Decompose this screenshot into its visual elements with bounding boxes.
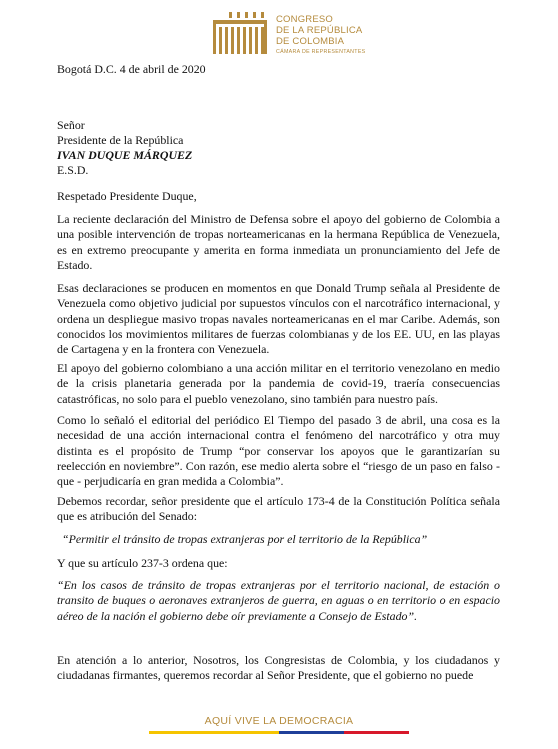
- article-intro: Y que su artículo 237-3 ordena que:: [57, 556, 228, 570]
- recipient-location: E.S.D.: [57, 163, 89, 177]
- flag-color-bar: [149, 731, 409, 734]
- body-paragraph-5: Debemos recordar, señor presidente que el artículo 173-4 de la Constitución Política señala que es atribución del Senado:: [57, 494, 500, 524]
- footer-slogan: AQUÍ VIVE LA DEMOCRACIA: [204, 715, 354, 727]
- letter-date: Bogotá D.C. 4 de abril de 2020: [57, 62, 206, 76]
- body-paragraph-4: Como lo señaló el editorial del periódico El Tiempo del pasado 3 de abril, una cosa es la necesidad de una acción internacional contra el fenómeno del narcotráfico y otra muy distinta es el propósito de Trump “por conservar los apoyos que le garantizarían su reelección en noviembre”. Con razón, ese medio alerta sobre el “riesgo de un paso en falso -que - perjudicaría en gran medida a Colombia”.: [57, 413, 500, 489]
- constitution-quote-1: “Permitir el tránsito de tropas extranjeras por el territorio de la República”: [62, 532, 428, 546]
- greeting: Respetado Presidente Duque,: [57, 189, 197, 203]
- recipient-salutation: Señor: [57, 118, 85, 132]
- flag-blue-stripe: [279, 731, 344, 734]
- recipient-name: IVAN DUQUE MÁRQUEZ: [57, 148, 193, 162]
- body-paragraph-3: El apoyo del gobierno colombiano a una acción militar en el territorio venezolano en medio de la crisis planetaria generada por la pandemia de covid-19, traería consecuencias catastróficas, no solo para el pueblo venezolano, sino también para nuestro país.: [57, 361, 500, 406]
- flag-red-stripe: [344, 731, 409, 734]
- letterhead-line-4: CÁMARA DE REPRESENTANTES: [276, 49, 366, 55]
- recipient-title: Presidente de la República: [57, 133, 184, 147]
- capitol-building-icon: [209, 10, 271, 56]
- body-paragraph-2: Esas declaraciones se producen en momentos en que Donald Trump señala al Presidente de Venezuela como objetivo judicial por supuestos vínculos con el narcotráfico internacional, y ordena un despliegue masivo tropas navales norteamericanas en el mar Caribe. Además, son conocidos los movimientos militares de fuerzas colombianas y de los EE. UU, en las playas de Cartagena y en la frontera con Venezuela.: [57, 281, 500, 357]
- letterhead-text: [276, 14, 366, 56]
- constitution-quote-2: “En los casos de tránsito de tropas extranjeras por el territorio nacional, de estación o transito de buques o aeronaves extranjeros de guerra, en aguas o en territorio o en espacio aéreo de la nación el gobierno debe oír previamente a Consejo de Estado”.: [57, 578, 500, 623]
- body-paragraph-1: La reciente declaración del Ministro de Defensa sobre el apoyo del gobierno de Colombia a una posible intervención de tropas norteamericanas en la hermana República de Venezuela, es en extremo preocupante y amerita en forma inmediata un pronunciamiento del Jefe de Estado.: [57, 212, 500, 272]
- letterhead-line-3: DE COLOMBIA: [276, 36, 345, 47]
- letterhead-line-2: DE LA REPÚBLICA: [276, 25, 363, 36]
- letterhead-line-1: CONGRESO: [276, 14, 334, 25]
- closing-paragraph: En atención a lo anterior, Nosotros, los Congresistas de Colombia, y los ciudadanos y ciudadanas firmantes, queremos recordar al Señor Presidente, que el gobierno no puede: [57, 653, 500, 683]
- flag-yellow-stripe: [149, 731, 279, 734]
